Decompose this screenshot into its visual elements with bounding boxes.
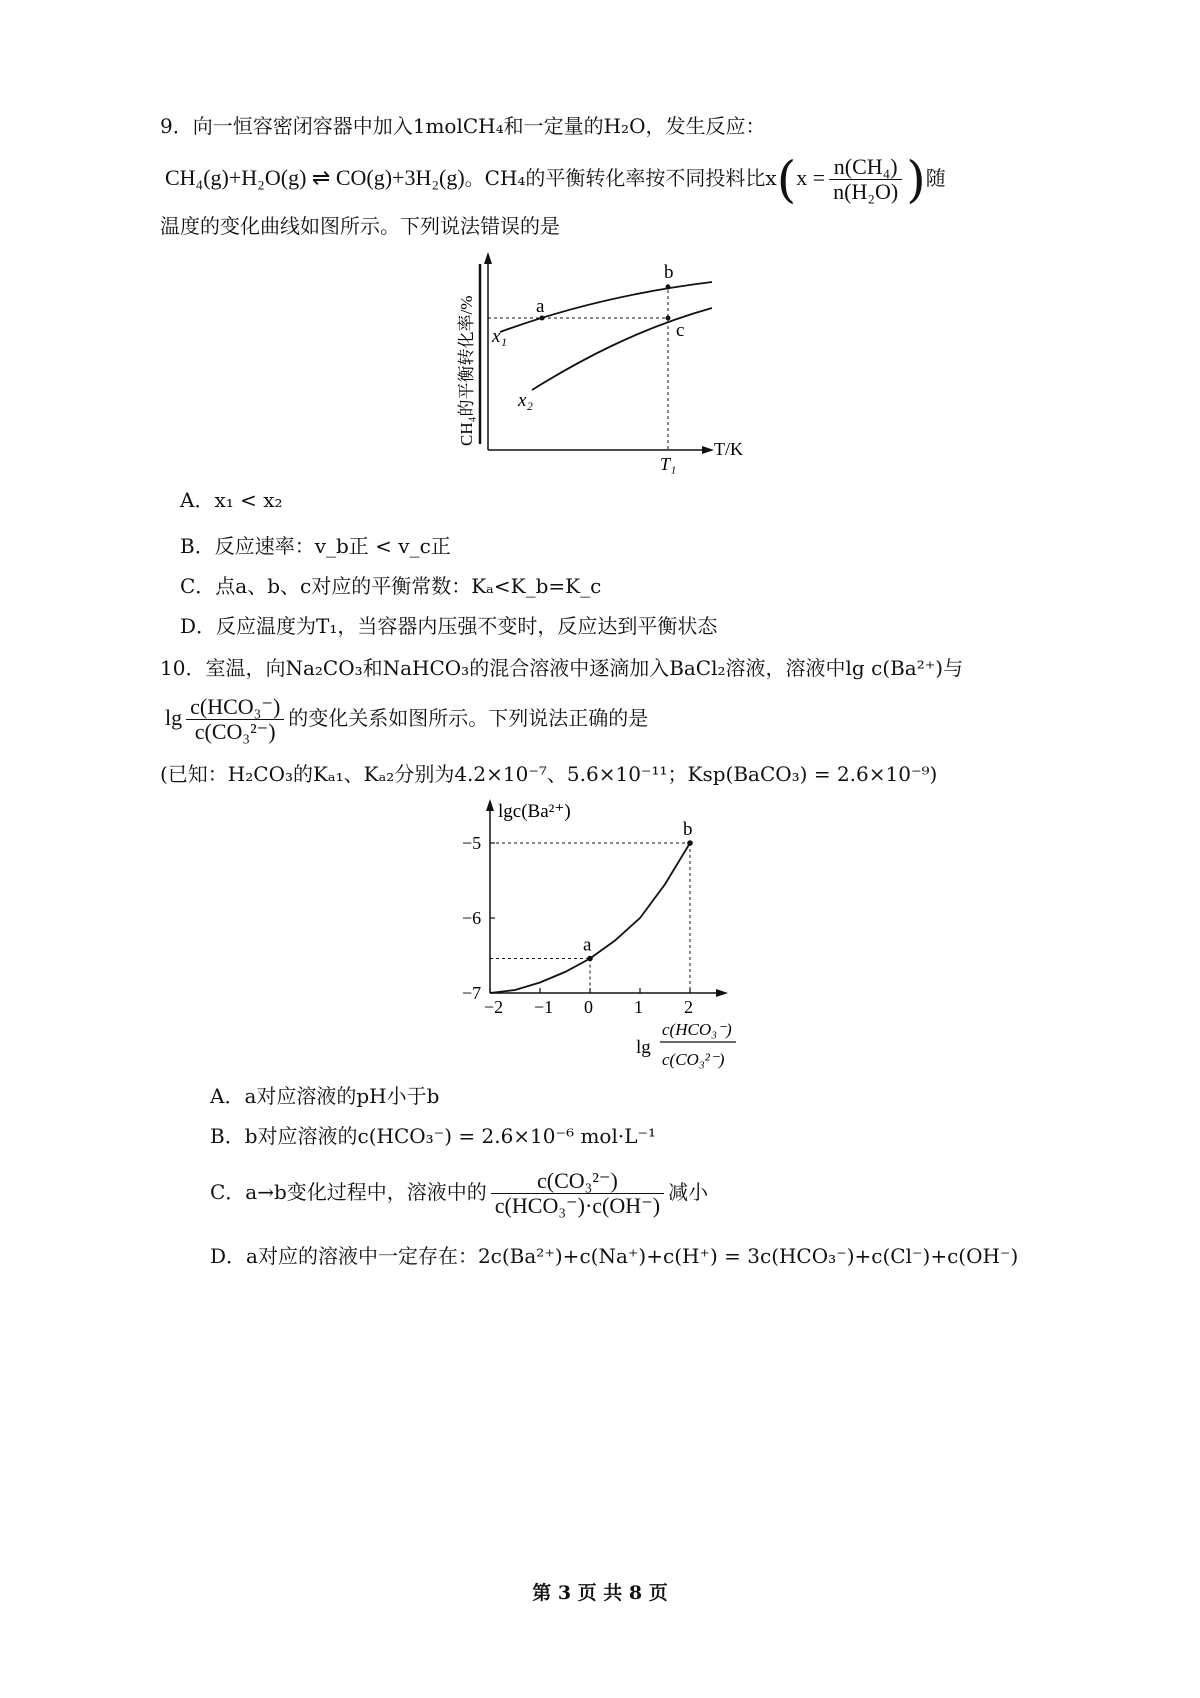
q10-stem-fraction <box>186 695 284 744</box>
q10-point-a: a <box>583 934 592 956</box>
q10-y-tick-label: −7 <box>462 983 482 1003</box>
q9-xlabel: T/K <box>714 439 743 459</box>
q10-x-tick-label: 0 <box>584 997 593 1017</box>
q10-stem-line1: 10．室温，向Na₂CO₃和NaHCO₃的混合溶液中逐滴加入BaCl₂溶液，溶液中lg c(Ba²⁺)与 <box>160 656 964 680</box>
q10-stem-line2 <box>165 690 648 746</box>
q9-curve-x2 <box>532 308 712 390</box>
q9-tick-T1: T₁ <box>660 454 677 474</box>
q10-stem-end: 的变化关系如图所示。下列说法正确的是 <box>288 706 649 730</box>
q10-option-c-den: c(HCO₃⁻)·c(OH⁻) <box>494 1193 661 1218</box>
q10-ylabel: lgc(Ba²⁺) <box>498 801 571 822</box>
q9-option-c: C．点a、b、c对应的平衡常数：Kₐ<K_b=K_c <box>180 574 602 598</box>
q10-xlabel-num: c(HCO₃⁻) <box>662 1020 732 1039</box>
q9-frac-num: n(CH₄) <box>829 155 902 180</box>
q9-option-a: A．x₁ < x₂ <box>180 488 283 512</box>
q9-stem-end: 随 <box>925 166 946 190</box>
q9-reaction: CH₄(g)+H₂O(g) ⇌ CO(g)+3H₂(g) <box>165 165 465 190</box>
q10-x-tick-label: 1 <box>634 997 643 1017</box>
q10-point-a-dot <box>587 956 593 962</box>
q9-curve-x2-label: x₂ <box>518 390 534 411</box>
q9-point-c-dot <box>666 316 671 321</box>
q9-frac-den: n(H₂O) <box>833 179 899 204</box>
q10-x-tick-label: −1 <box>534 997 554 1017</box>
q9-option-d: D．反应温度为T₁，当容器内压强不变时，反应达到平衡状态 <box>180 614 718 638</box>
q9-y-arrow <box>484 252 492 264</box>
left-paren: ( <box>776 150 797 209</box>
q10-stem-den: c(CO₃²⁻) <box>194 719 276 744</box>
q9-point-b: b <box>664 262 674 283</box>
q9-option-b: B．反应速率：v_b正 < v_c正 <box>180 534 451 558</box>
q9-chart <box>440 250 770 480</box>
q10-y-tick-label: −5 <box>462 833 482 853</box>
q9-point-b-dot <box>666 285 671 290</box>
q9-ratio-fraction <box>829 155 902 204</box>
q10-point-b-dot <box>687 840 693 846</box>
q10-point-b: b <box>683 819 693 840</box>
q10-xlabel-den: c(CO₃²⁻) <box>662 1050 725 1069</box>
right-paren: ) <box>906 150 926 209</box>
page-footer: 第 3 页 共 8 页 <box>532 1582 668 1604</box>
q10-y-arrow <box>486 799 494 811</box>
q10-x-tick-label: 2 <box>684 997 693 1017</box>
q10-x-tick-label: −2 <box>484 997 504 1017</box>
q10-option-d: D．a对应的溶液中一定存在：2c(Ba²⁺)+c(Na⁺)+c(H⁺) = 3c(HCO₃⁻)+c(Cl⁻)+c(OH⁻) <box>210 1244 1019 1268</box>
q9-stem-line1: 9．向一恒容密闭容器中加入1molCH₄和一定量的H₂O，发生反应： <box>160 114 766 138</box>
q9-stem-mid: 。CH₄的平衡转化率按不同投料比x <box>464 166 777 190</box>
q10-chart <box>440 795 760 1085</box>
q10-option-b: B．b对应溶液的c(HCO₃⁻) = 2.6×10⁻⁶ mol·L⁻¹ <box>210 1124 657 1148</box>
q10-stem-num: c(HCO₃⁻) <box>186 695 284 720</box>
q10-option-c-pre: C．a→b变化过程中，溶液中的 <box>210 1180 487 1204</box>
q9-ylabel: CH₄的平衡转化率/% <box>457 295 476 446</box>
q10-option-c <box>210 1162 708 1222</box>
q10-option-c-post: 减小 <box>668 1180 709 1204</box>
q10-y-tick-label: −6 <box>462 908 482 928</box>
q9-stem-line2 <box>165 150 946 209</box>
q9-stem-line3: 温度的变化曲线如图所示。下列说法错误的是 <box>160 214 560 238</box>
q10-stem-lg: lg <box>165 705 183 730</box>
q10-option-c-num: c(CO₃²⁻) <box>491 1169 664 1194</box>
q10-x-arrow <box>716 989 728 997</box>
q9-curve-x1-label: x₁ <box>492 326 508 347</box>
q9-point-a: a <box>536 296 545 317</box>
q10-known: (已知：H₂CO₃的Kₐ₁、Kₐ₂分别为4.2×10⁻⁷、5.6×10⁻¹¹；Ksp(BaCO₃) = 2.6×10⁻⁹) <box>160 762 938 786</box>
q10-option-c-fraction <box>491 1169 664 1218</box>
q9-x-label: x = <box>796 165 826 190</box>
q9-point-c: c <box>676 320 685 341</box>
q9-x-arrow <box>702 446 714 454</box>
q10-xlabel-lg: lg <box>636 1037 651 1058</box>
q10-option-a: A．a对应溶液的pH小于b <box>210 1084 440 1108</box>
